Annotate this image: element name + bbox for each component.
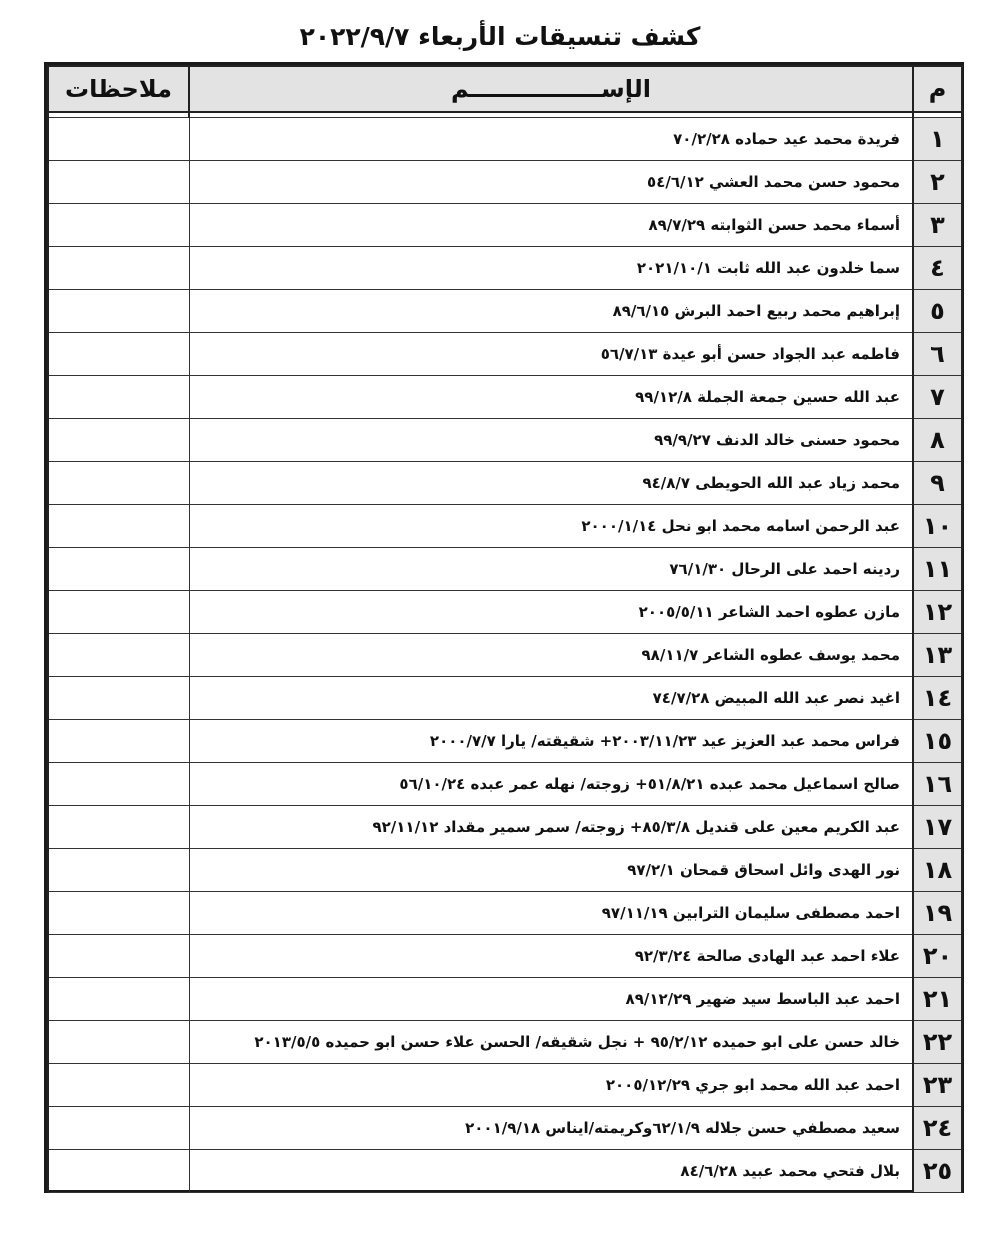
table-row [48,1106,962,1149]
row-number: ١٤ [913,676,962,719]
row-notes [48,375,189,418]
row-number: ١٨ [913,848,962,891]
row-notes [48,160,189,203]
row-name: علاء احمد عبد الهادى صالحة ٩٢/٣/٢٤ [189,934,913,977]
row-name: بلال فتحي محمد عبيد ٨٤/٦/٢٨ [189,1149,913,1192]
row-name: سعيد مصطفي حسن جلاله ٦٢/١/٩وكريمته/ايناس ٢٠٠١/٩/١٨ [189,1106,913,1149]
row-name: إبراهيم محمد ربيع احمد البرش ٨٩/٦/١٥ [189,289,913,332]
row-number: ٤ [913,246,962,289]
table-row [48,590,962,633]
row-name: مازن عطوه احمد الشاعر ٢٠٠٥/٥/١١ [189,590,913,633]
row-number: ٦ [913,332,962,375]
table-row [48,504,962,547]
table-row [48,719,962,762]
row-notes [48,117,189,160]
table-row [48,633,962,676]
page-title: كشف تنسيقات الأربعاء ٢٠٢٢/٩/٧ [299,22,701,51]
row-number: ٢٠ [913,934,962,977]
row-name: محمود حسن محمد العشي ٥٤/٦/١٢ [189,160,913,203]
row-notes [48,891,189,934]
row-notes [48,633,189,676]
table-row [48,676,962,719]
row-number: ٢٤ [913,1106,962,1149]
table-row [48,246,962,289]
row-notes [48,418,189,461]
row-notes [48,504,189,547]
row-number: ٢ [913,160,962,203]
row-notes [48,246,189,289]
row-name: خالد حسن على ابو حميده ٩٥/٢/١٢ + نجل شقيقه/ الحسن علاء حسن ابو حميده ٢٠١٣/٥/٥ [189,1020,913,1063]
row-name: صالح اسماعيل محمد عبده ٥١/٨/٢١+ زوجته/ نهله عمر عبده ٥٦/١٠/٢٤ [189,762,913,805]
table-row [48,1149,962,1192]
row-notes [48,332,189,375]
table-row [48,375,962,418]
row-notes [48,289,189,332]
row-notes [48,1020,189,1063]
header-name: الإســــــــــــــــم [189,66,913,112]
row-name: سما خلدون عبد الله ثابت ٢٠٢١/١٠/١ [189,246,913,289]
table-row [48,977,962,1020]
row-number: ١٩ [913,891,962,934]
table-row [48,848,962,891]
header-notes: ملاحظات [48,66,189,112]
table-row [48,1063,962,1106]
table-row [48,117,962,160]
row-name: احمد عبد الله محمد ابو جري ٢٠٠٥/١٢/٢٩ [189,1063,913,1106]
row-notes [48,848,189,891]
table-row [48,203,962,246]
row-number: ١١ [913,547,962,590]
row-name: عبد الرحمن اسامه محمد ابو نحل ٢٠٠٠/١/١٤ [189,504,913,547]
table-row [48,891,962,934]
row-number: ٥ [913,289,962,332]
table-row [48,289,962,332]
row-name: محمد يوسف عطوه الشاعر ٩٨/١١/٧ [189,633,913,676]
table-row [48,332,962,375]
row-notes [48,977,189,1020]
row-number: ٢٥ [913,1149,962,1192]
coordination-table-frame [44,62,964,1193]
row-name: فاطمه عبد الجواد حسن أبو عيدة ٥٦/٧/١٣ [189,332,913,375]
table-row [48,160,962,203]
table-body [48,112,962,1192]
row-name: احمد مصطفى سليمان الترابين ٩٧/١١/١٩ [189,891,913,934]
table-row [48,418,962,461]
table-header-row [48,66,962,112]
row-name: فراس محمد عبد العزيز عيد ٢٠٠٣/١١/٢٣+ شقيقته/ يارا ٢٠٠٠/٧/٧ [189,719,913,762]
row-number: ١٥ [913,719,962,762]
row-number: ١٣ [913,633,962,676]
row-number: ٧ [913,375,962,418]
row-number: ٢٢ [913,1020,962,1063]
row-notes [48,547,189,590]
table-row [48,934,962,977]
coordination-table [47,65,963,1193]
table-row [48,461,962,504]
row-name: أسماء محمد حسن الثوابته ٨٩/٧/٢٩ [189,203,913,246]
row-name: اغيد نصر عبد الله المبيض ٧٤/٧/٢٨ [189,676,913,719]
table-row [48,547,962,590]
row-number: ٢٣ [913,1063,962,1106]
row-notes [48,805,189,848]
row-name: احمد عبد الباسط سيد ضهير ٨٩/١٢/٢٩ [189,977,913,1020]
row-name: عبد الكريم معين على قنديل ٨٥/٣/٨+ زوجته/ سمر سمير مقداد ٩٢/١١/١٢ [189,805,913,848]
row-name: عبد الله حسين جمعة الجملة ٩٩/١٢/٨ [189,375,913,418]
row-number: ١٠ [913,504,962,547]
row-notes [48,1106,189,1149]
table-row [48,762,962,805]
row-number: ٨ [913,418,962,461]
row-notes [48,676,189,719]
row-number: ١ [913,117,962,160]
row-notes [48,203,189,246]
row-number: ١٦ [913,762,962,805]
row-notes [48,934,189,977]
row-number: ١٧ [913,805,962,848]
row-number: ٢١ [913,977,962,1020]
row-name: ردينه احمد على الرحال ٧٦/١/٣٠ [189,547,913,590]
row-name: محمد زياد عبد الله الحويطى ٩٤/٨/٧ [189,461,913,504]
row-name: محمود حسنى خالد الدنف ٩٩/٩/٢٧ [189,418,913,461]
row-notes [48,1149,189,1192]
row-notes [48,719,189,762]
row-name: فريدة محمد عيد حماده ٧٠/٢/٢٨ [189,117,913,160]
row-notes [48,461,189,504]
row-number: ٣ [913,203,962,246]
row-number: ١٢ [913,590,962,633]
row-notes [48,590,189,633]
table-row [48,805,962,848]
header-number: م [913,66,962,112]
row-notes [48,1063,189,1106]
row-number: ٩ [913,461,962,504]
row-name: نور الهدى وائل اسحاق قمحان ٩٧/٢/١ [189,848,913,891]
table-row [48,1020,962,1063]
row-notes [48,762,189,805]
